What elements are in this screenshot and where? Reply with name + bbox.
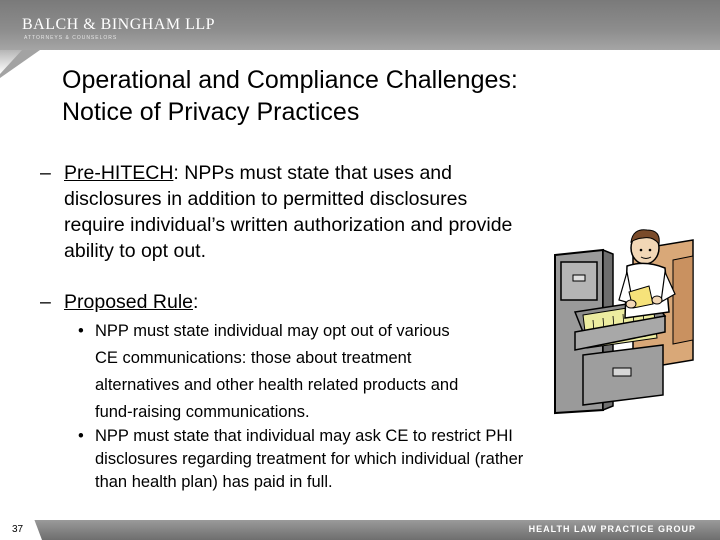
slide-title [62, 64, 682, 128]
pre-hitech-line-4: ability to opt out. [64, 240, 207, 262]
filing-cabinet-clerk-icon [553, 220, 698, 415]
slide-title-line-1: Operational and Compliance Challenges: [62, 66, 518, 94]
proposed-rule-colon: : [193, 291, 199, 313]
bullet-2-line-3: than health plan) has paid in full. [95, 473, 333, 491]
pre-hitech-line-1: : NPPs must state that uses and [173, 162, 452, 184]
bullet-opt-out [78, 318, 458, 426]
bullet-marker: • [78, 322, 84, 340]
firm-name: BALCH & BINGHAM LLP [22, 16, 216, 33]
firm-tagline: ATTORNEYS & COUNSELORS [24, 35, 118, 41]
bullet-1-line-1: NPP must state individual may opt out of various [95, 322, 450, 340]
pre-hitech-item [40, 160, 620, 264]
pre-hitech-line-2: disclosures in addition to permitted disclosures [64, 188, 468, 210]
proposed-rule-label: Proposed Rule [64, 291, 193, 313]
bullet-2-line-1: NPP must state that individual may ask CE to restrict PHI [95, 427, 513, 445]
dash-marker: – [40, 291, 51, 313]
proposed-rule-item [40, 289, 620, 315]
bullet-1-line-4: fund-raising communications. [95, 403, 310, 421]
header-bar [0, 0, 720, 50]
bullet-1-line-3: alternatives and other health related products and [95, 376, 459, 394]
bullet-1-line-2: CE communications: those about treatment [95, 349, 412, 367]
footer-group-name: HEALTH LAW PRACTICE GROUP [528, 524, 696, 534]
page-number: 37 [12, 524, 24, 535]
bullet-2-line-2: disclosures regarding treatment for which individual (rather [95, 450, 524, 468]
pre-hitech-label: Pre-HITECH [64, 162, 174, 184]
bullet-restrict-phi [78, 425, 523, 494]
dash-marker: – [40, 162, 51, 184]
bullet-marker: • [78, 427, 84, 445]
slide-title-line-2: Notice of Privacy Practices [62, 98, 360, 126]
pre-hitech-line-3: require individual’s written authorization and provide [64, 214, 513, 236]
